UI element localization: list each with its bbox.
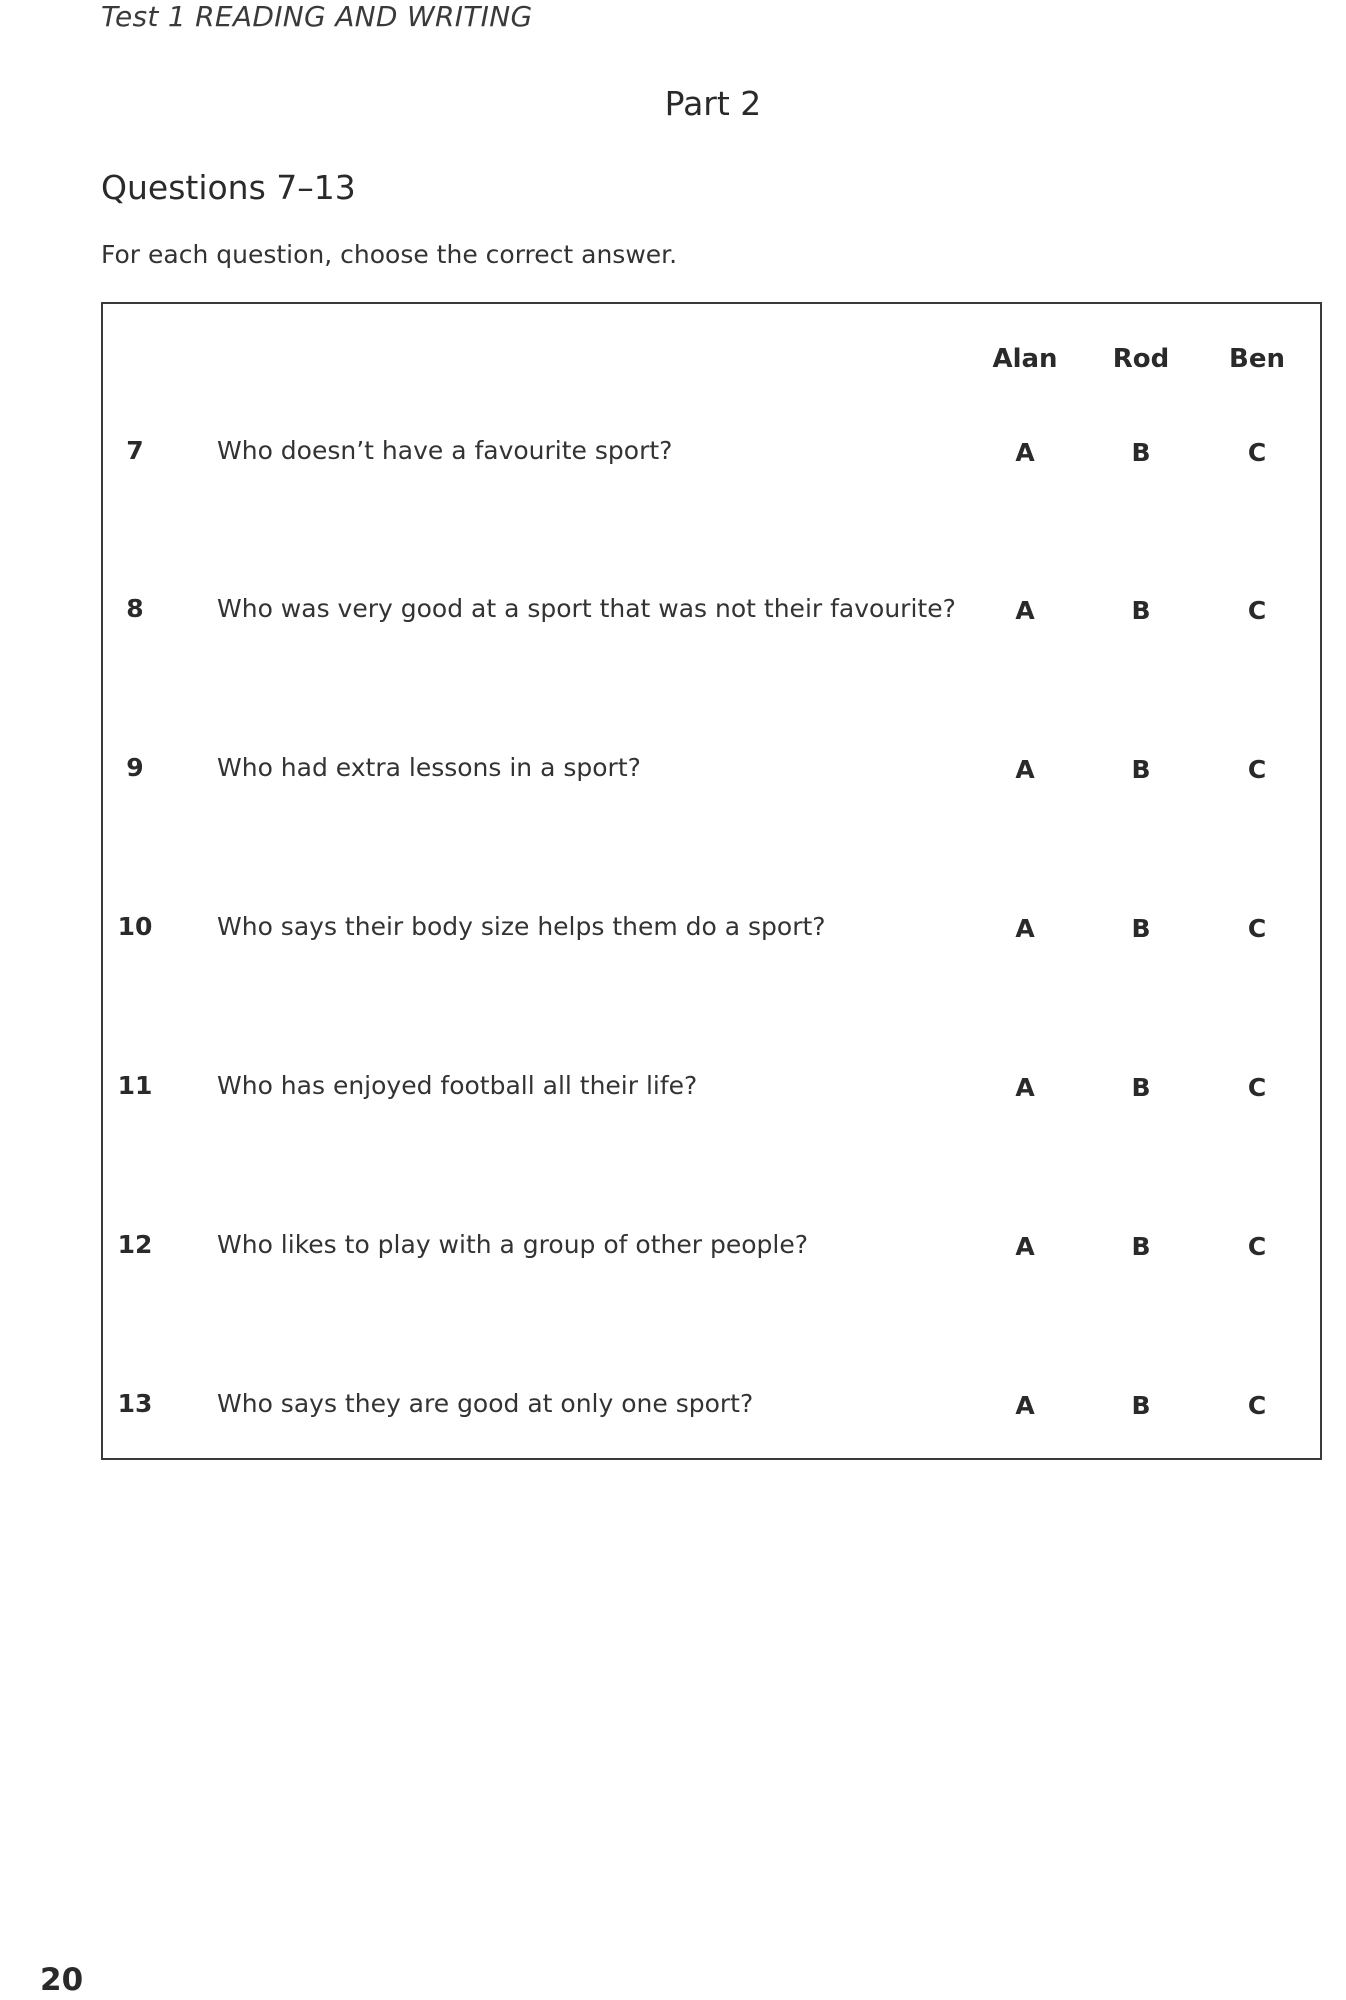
question-number: 13: [117, 1389, 153, 1418]
question-row-11: [101, 1071, 1322, 1111]
question-number: 9: [126, 753, 144, 782]
questions-heading: Questions 7–13: [101, 168, 356, 207]
column-header-alan: Alan: [992, 344, 1058, 374]
option-c[interactable]: C: [1247, 755, 1267, 784]
option-c[interactable]: C: [1247, 596, 1267, 625]
option-c[interactable]: C: [1247, 1391, 1267, 1420]
option-c[interactable]: C: [1247, 438, 1267, 467]
question-number: 8: [126, 594, 144, 623]
option-b[interactable]: B: [1131, 1391, 1151, 1420]
column-header-rod: Rod: [1112, 344, 1170, 374]
question-number: 12: [117, 1230, 153, 1259]
question-text: Who had extra lessons in a sport?: [217, 753, 641, 782]
question-row-9: [101, 753, 1322, 793]
instruction-text: For each question, choose the correct answer.: [101, 240, 678, 269]
question-number: 7: [126, 436, 144, 465]
question-row-8: [101, 594, 1322, 634]
option-b[interactable]: B: [1131, 914, 1151, 943]
question-text: Who was very good at a sport that was not their favourite?: [217, 594, 956, 623]
option-a[interactable]: A: [1015, 1232, 1035, 1261]
question-text: Who has enjoyed football all their life?: [217, 1071, 698, 1100]
option-a[interactable]: A: [1015, 914, 1035, 943]
running-head: Test 1 READING AND WRITING: [101, 0, 533, 33]
column-header-ben: Ben: [1229, 344, 1285, 374]
question-text: Who doesn’t have a favourite sport?: [217, 436, 673, 465]
option-a[interactable]: A: [1015, 1391, 1035, 1420]
question-text: Who says their body size helps them do a sport?: [217, 912, 826, 941]
option-b[interactable]: B: [1131, 1232, 1151, 1261]
option-a[interactable]: A: [1015, 438, 1035, 467]
question-row-13: [101, 1389, 1322, 1429]
option-c[interactable]: C: [1247, 1232, 1267, 1261]
question-number: 11: [117, 1071, 153, 1100]
part-title: Part 2: [664, 84, 762, 123]
option-b[interactable]: B: [1131, 596, 1151, 625]
option-a[interactable]: A: [1015, 1073, 1035, 1102]
question-number: 10: [117, 912, 153, 941]
option-b[interactable]: B: [1131, 438, 1151, 467]
option-c[interactable]: C: [1247, 1073, 1267, 1102]
option-c[interactable]: C: [1247, 914, 1267, 943]
option-b[interactable]: B: [1131, 1073, 1151, 1102]
option-b[interactable]: B: [1131, 755, 1151, 784]
option-a[interactable]: A: [1015, 596, 1035, 625]
question-row-12: [101, 1230, 1322, 1270]
page-number: 20: [40, 1962, 84, 1998]
question-row-10: [101, 912, 1322, 952]
question-text: Who says they are good at only one sport?: [217, 1389, 754, 1418]
question-text: Who likes to play with a group of other people?: [217, 1230, 808, 1259]
option-a[interactable]: A: [1015, 755, 1035, 784]
question-row-7: [101, 436, 1322, 476]
